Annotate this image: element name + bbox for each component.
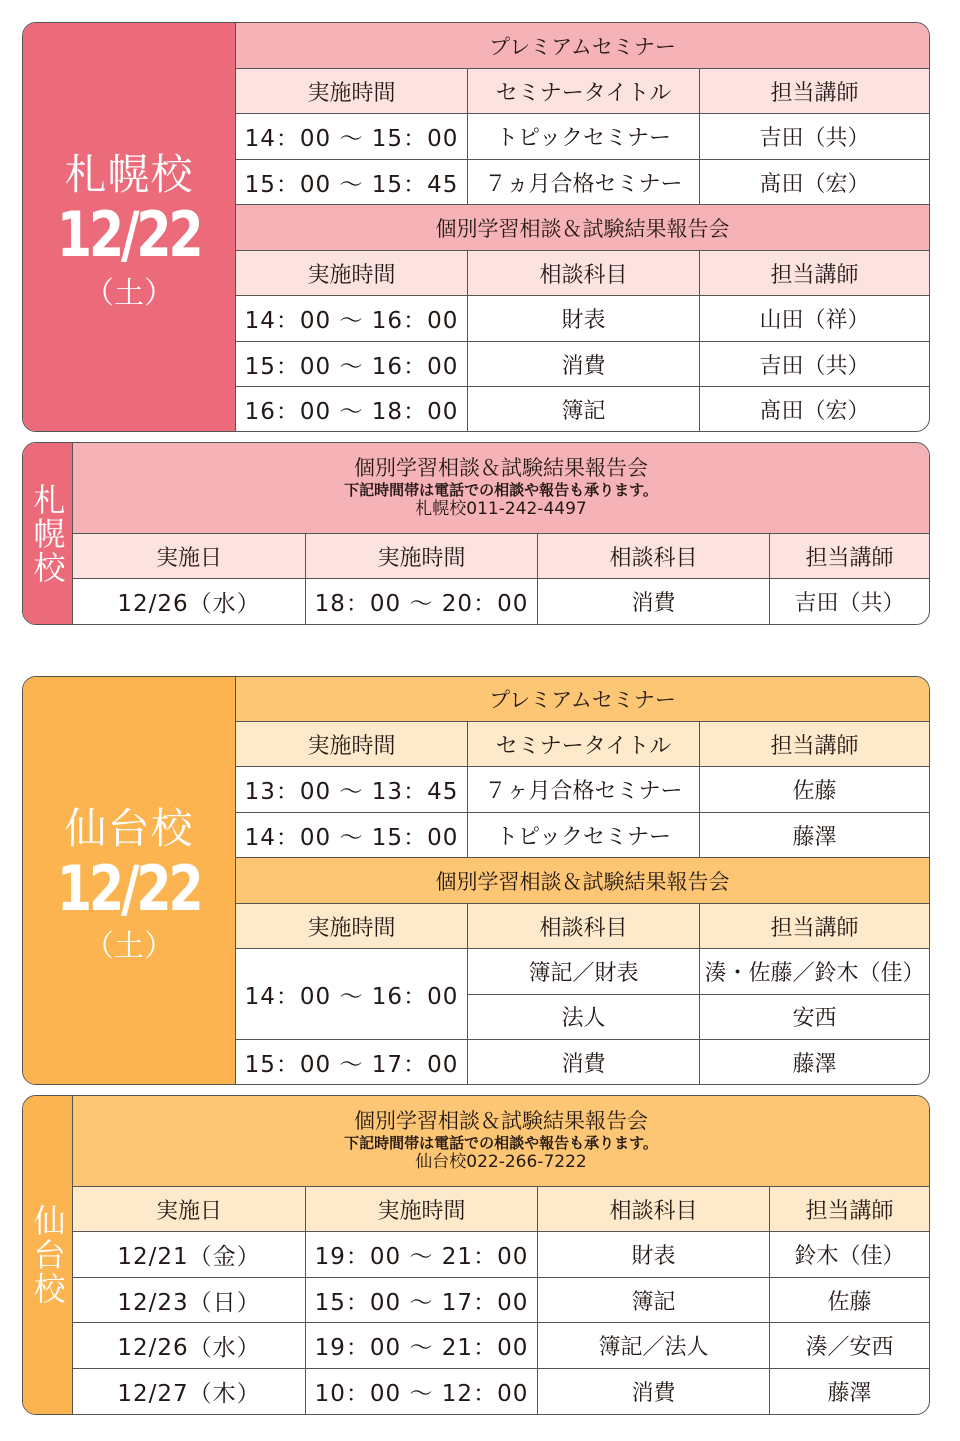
header-seminar-title: セミナータイトル	[468, 722, 700, 766]
header-time: 実施時間	[236, 904, 468, 948]
header-date: 実施日	[73, 1187, 306, 1231]
consult-title: 個別学習相談＆試験結果報告会	[236, 858, 929, 904]
seminar-cell: ７ヵ月合格セミナー	[468, 160, 700, 204]
header-instructor: 担当講師	[805, 545, 894, 571]
header-instructor: 担当講師	[770, 262, 859, 288]
school-name-vertical: 札幌校	[28, 482, 67, 585]
table-row	[73, 1369, 929, 1414]
sendai-tables	[236, 677, 929, 1084]
table-row	[236, 160, 929, 205]
subject-cell: 簿記	[538, 1278, 770, 1322]
consult-title: 個別学習相談＆試験結果報告会	[354, 456, 648, 481]
table-row	[236, 1040, 929, 1084]
header-time: 実施時間	[306, 1187, 538, 1231]
date-cell: 12/21（金）	[73, 1232, 306, 1277]
premium-header-row	[236, 69, 929, 114]
merged-time-row	[236, 949, 929, 1040]
time-cell: 14：00 ～ 15：00	[236, 813, 468, 857]
subject-cell: 財表	[468, 296, 700, 341]
table-row	[236, 767, 929, 813]
subject-cell: 簿記／財表	[468, 949, 700, 994]
subject-cell: 消費	[468, 342, 700, 386]
consult-title-area	[73, 1096, 929, 1187]
sendai-schedule-block	[22, 676, 930, 1085]
sendai-phone-consult-block	[22, 1095, 930, 1415]
premium-seminar-title: プレミアムセミナー	[236, 677, 929, 722]
table-row	[236, 813, 929, 858]
sendai-side-label	[23, 1096, 73, 1414]
header-date: 実施日	[73, 534, 306, 578]
header-time: 実施時間	[236, 251, 468, 295]
time-cell: 15：00 ～ 17：00	[306, 1278, 538, 1322]
time-cell: 19：00 ～ 21：00	[306, 1232, 538, 1277]
instructor-cell: 湊／安西	[805, 1335, 894, 1360]
sapporo-extra-table	[73, 443, 929, 624]
instructor-cell: 吉田（共）	[759, 353, 870, 379]
instructor-cell: 鈴木（佳）	[794, 1244, 905, 1269]
instructor-cell: 佐藤	[827, 1289, 872, 1315]
instructor-cell: 藤澤	[827, 1381, 872, 1406]
header-time: 実施時間	[236, 722, 468, 766]
subject-cell: 簿記／法人	[538, 1323, 770, 1368]
phone-note: 下記時間帯は電話での相談や報告も承ります。	[344, 1134, 658, 1153]
seminar-cell: トピックセミナー	[468, 114, 700, 159]
header-subject: 相談科目	[538, 534, 770, 578]
instructor-cell: 髙田（宏）	[759, 398, 870, 424]
subject-cell: 消費	[538, 1369, 770, 1414]
consult-header-row	[236, 904, 929, 949]
date-cell: 12/27（木）	[73, 1369, 306, 1414]
instructor-cell: 佐藤	[792, 779, 837, 804]
phone-number: 仙台校022-266-7222	[415, 1152, 587, 1173]
seminar-cell: トピックセミナー	[468, 813, 700, 857]
time-cell: 18：00 ～ 20：00	[306, 579, 538, 624]
table-row	[236, 114, 929, 160]
instructor-cell: 吉田（共）	[759, 126, 870, 151]
instructor-cell: 藤澤	[792, 1051, 837, 1077]
phone-number: 札幌校011-242-4497	[415, 499, 587, 520]
event-weekday: （土）	[84, 275, 174, 311]
consult-title-area	[73, 443, 929, 534]
table-row	[73, 1323, 929, 1369]
merged-subrows	[468, 949, 929, 1039]
header-row	[73, 534, 929, 579]
phone-note: 下記時間帯は電話での相談や報告も承ります。	[344, 481, 658, 500]
consult-title: 個別学習相談＆試験結果報告会	[236, 205, 929, 251]
subject-cell: 財表	[538, 1232, 770, 1277]
subject-cell: 消費	[538, 579, 770, 624]
time-cell: 14：00 ～ 16：00	[236, 949, 468, 1039]
instructor-cell: 藤澤	[792, 824, 837, 850]
header-instructor: 担当講師	[770, 915, 859, 941]
subject-cell: 消費	[468, 1040, 700, 1084]
sendai-extra-table	[73, 1096, 929, 1414]
instructor-cell: 安西	[792, 1006, 837, 1032]
time-cell: 15：00 ～ 17：00	[236, 1040, 468, 1084]
event-date: 12/22	[57, 851, 201, 925]
header-instructor: 担当講師	[805, 1198, 894, 1224]
subject-cell: 法人	[468, 995, 700, 1040]
table-row	[73, 1232, 929, 1278]
event-date: 12/22	[57, 198, 201, 272]
time-cell: 14：00 ～ 15：00	[236, 114, 468, 159]
school-name-vertical: 仙台校	[28, 1204, 67, 1306]
instructor-cell: 山田（祥）	[759, 308, 870, 333]
header-subject: 相談科目	[468, 904, 700, 948]
instructor-cell: 湊・佐藤／鈴木（佳）	[704, 960, 925, 986]
header-subject: 相談科目	[468, 251, 700, 295]
table-row	[73, 1278, 929, 1323]
time-cell: 15：00 ～ 15：45	[236, 160, 468, 204]
sapporo-tables	[236, 23, 929, 431]
time-cell: 16：00 ～ 18：00	[236, 387, 468, 431]
date-cell: 12/26（水）	[73, 579, 306, 624]
header-seminar-title: セミナータイトル	[468, 69, 700, 113]
time-cell: 19：00 ～ 21：00	[306, 1323, 538, 1368]
time-cell: 15：00 ～ 16：00	[236, 342, 468, 386]
time-cell: 14：00 ～ 16：00	[236, 296, 468, 341]
header-time: 実施時間	[306, 534, 538, 578]
premium-seminar-title: プレミアムセミナー	[236, 23, 929, 69]
date-cell: 12/26（水）	[73, 1323, 306, 1368]
instructor-cell: 吉田（共）	[794, 591, 905, 616]
instructor-cell: 髙田（宏）	[759, 171, 870, 197]
subject-cell: 簿記	[468, 387, 700, 431]
sapporo-side-panel	[23, 23, 236, 431]
header-row	[73, 1187, 929, 1232]
header-subject: 相談科目	[538, 1187, 770, 1231]
date-cell: 12/23（日）	[73, 1278, 306, 1322]
sapporo-schedule-block	[22, 22, 930, 432]
table-row	[236, 296, 929, 342]
sendai-side-panel	[23, 677, 236, 1084]
school-name: 仙台校	[64, 803, 194, 853]
header-time: 実施時間	[236, 69, 468, 113]
header-instructor: 担当講師	[770, 733, 859, 759]
sapporo-side-label	[23, 443, 73, 624]
premium-header-row	[236, 722, 929, 767]
school-name: 札幌校	[64, 150, 194, 200]
table-row	[73, 579, 929, 624]
consult-header-row	[236, 251, 929, 296]
sapporo-phone-consult-block	[22, 442, 930, 625]
time-cell: 10：00 ～ 12：00	[306, 1369, 538, 1414]
consult-title: 個別学習相談＆試験結果報告会	[354, 1109, 648, 1134]
header-instructor: 担当講師	[770, 80, 859, 106]
event-weekday: （土）	[84, 929, 174, 965]
time-cell: 13：00 ～ 13：45	[236, 767, 468, 812]
seminar-cell: ７ヶ月合格セミナー	[468, 767, 700, 812]
table-row	[468, 995, 929, 1040]
table-row	[468, 949, 929, 995]
table-row	[236, 387, 929, 431]
table-row	[236, 342, 929, 387]
